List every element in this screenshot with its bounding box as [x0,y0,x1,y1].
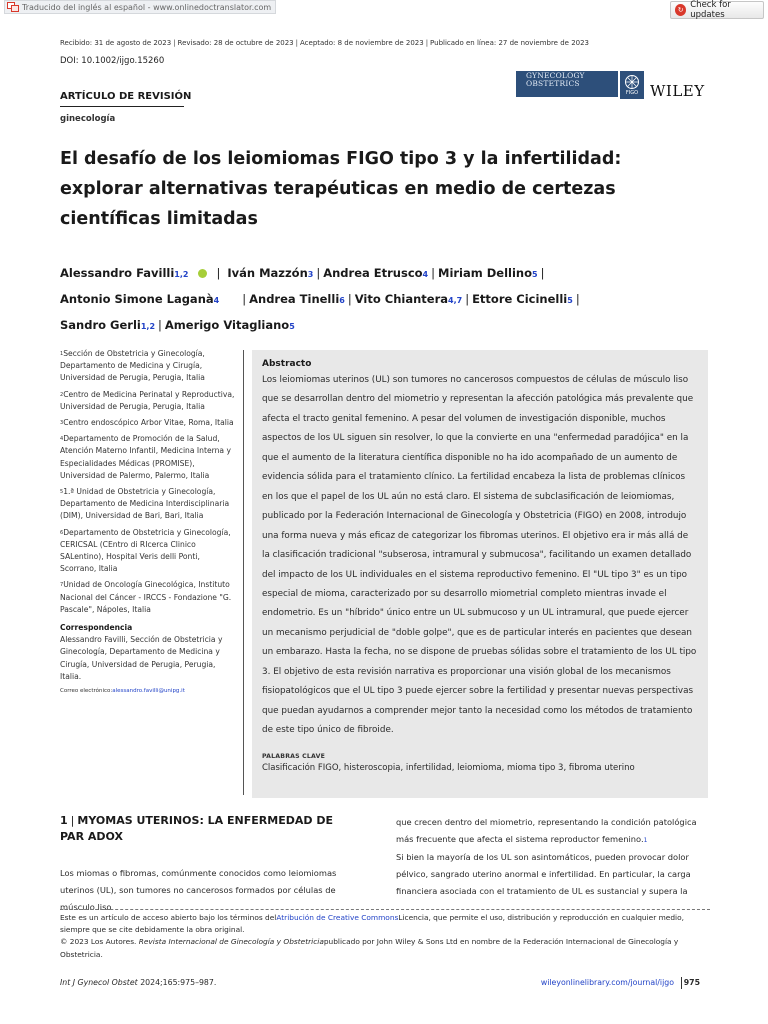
article-type-rule [60,106,184,107]
history-separator: | [295,39,298,47]
affiliation-number: 7 [60,582,64,589]
page-number: 975 [683,978,700,987]
section-heading [60,813,360,845]
author-name[interactable]: Alessandro Favilli [60,266,175,280]
author-name[interactable]: Sandro Gerli [60,318,141,332]
author-separator: | [158,318,162,332]
column-divider [243,350,244,795]
author-list [60,261,710,339]
author-separator: | [575,292,580,306]
license-footnote [60,912,710,961]
email-label: Correo electrónico: [60,688,113,695]
affiliation-item [60,417,238,429]
publisher-logo[interactable]: WILEY [650,82,705,100]
section-number: 1 [60,814,68,827]
author-affiliation: 6 [339,296,345,305]
keywords-list: Clasificación FIGO, histeroscopia, infertilidad, leiomioma, mioma tipo 3, fibroma uterino [262,762,635,773]
author-name[interactable]: Amerigo Vitagliano [164,318,290,332]
author-affiliation: 5 [532,270,538,279]
received-date: Recibido: 31 de agosto de 2023 [60,39,172,47]
check-for-updates-button[interactable] [670,1,764,19]
affiliation-number: 5 [60,489,64,496]
footer-separator [681,977,682,989]
publication-history [60,39,589,47]
subject-label: ginecología [60,114,116,124]
check-for-updates-label: Check for updates [690,0,731,20]
author-separator: | [216,266,221,280]
journal-logo-line1: GYNECOLOGY [526,71,585,80]
body-text-right [396,814,706,900]
affiliation-item [60,389,238,413]
correspondence-text: Alessandro Favilli, Sección de Obstetricia y Ginecología, Departamento de Medicina y Cirugía, Universidad de Perugia, Perugia, Italia. [60,635,223,681]
body-text-right-a: que crecen dentro del miometrio, representando la condición patológica más frecuente que afecta el sistema reproductor femenino. [396,817,697,844]
journal-abbrev: Int J Gynecol Obstet [60,978,138,987]
affiliation-number: 6 [60,529,64,536]
affiliation-text: 1.ª Unidad de Obstetricia y Ginecología, Departamento de Medicina Interdisciplinaria (DIM), Universidad de Bari, Bari, Italia [60,487,230,521]
affiliation-text: Unidad de Oncología Ginecológica, Instituto Nacional del Cáncer - IRCCS - Fondazione "G. Pascale", Nápoles, Italia [60,580,232,614]
affiliation-text: Centro endoscópico Arbor Vitae, Roma, Italia [63,418,234,428]
affiliation-text: Centro de Medicina Perinatal y Reproductiva, Universidad de Perugia, Perugia, Italia [60,389,235,411]
affiliation-number: 3 [60,420,64,427]
keywords-heading: PALABRAS CLAVE [262,752,326,760]
reference-link[interactable]: 1 [643,837,648,844]
top-toolbar [0,0,768,22]
license-link[interactable]: Atribución de Creative Commons [276,913,399,922]
translator-note: Traducido del inglés al español - www.onlinedoctranslator.com [22,2,272,12]
correspondence-email-line [60,685,238,697]
author-affiliation: 3 [307,270,314,279]
affiliations-column [60,348,238,697]
revised-date: Revisado: 28 de octubre de 2023 [177,39,294,47]
affiliation-number: 1 [60,351,64,357]
author-affiliation: 5 [567,296,573,305]
author-separator: | [242,292,247,306]
figo-label: FIGO [625,90,639,96]
author-separator: | [347,292,352,306]
body-text-right-b: Si bien la mayoría de los UL son asintomáticos, pueden provocar dolor pélvico, sangrado uterino anormal e infertilidad. En particular, la carga financiera asociada con el tratamiento de UL es sustancial y supera la [396,852,691,896]
accepted-date: Aceptado: 8 de noviembre de 2023 [300,39,424,47]
author-name[interactable]: Andrea Tinelli [249,292,340,306]
open-access-text-b: Licencia, que permite el uso, distribución y reproducción en cualquier medio, siempre que se cite debidamente la obra original. [60,913,684,935]
abstract-heading: Abstracto [262,359,312,369]
figo-emblem-icon [624,74,640,90]
author-separator: | [431,266,435,280]
orcid-icon[interactable] [198,269,207,278]
figo-logo[interactable] [620,71,644,99]
author-affiliation: 5 [289,322,295,331]
journal-logo[interactable] [516,71,618,97]
abstract-box [252,350,708,798]
section-separator: | [70,814,75,827]
copyright-journal: Revista Internacional de Ginecología y Obstetricia [138,937,324,947]
article-type: ARTÍCULO DE REVISIÓN [60,91,192,102]
history-separator: | [425,39,429,47]
affiliation-number: 4 [60,436,64,443]
article-title: El desafío de los leiomiomas FIGO tipo 3 y la infertilidad: explorar alternativas terapéuticas en medio de certezas científicas limitadas [60,149,622,229]
journal-url[interactable]: wileyonlinelibrary.com/journal/ijgo [540,978,674,987]
affiliation-item [60,527,238,576]
affiliation-item [60,486,238,523]
affiliation-text: Sección de Obstetricia y Ginecología, Departamento de Medicina y Cirugía, Universidad de Perugia, Perugia, Italia [60,349,205,383]
published-date: Publicado en línea: 27 de noviembre de 2023 [430,39,590,47]
author-affiliation: 1,2 [140,322,156,331]
citation-details: 2024;165:975–987. [140,978,217,987]
affiliation-text: Departamento de Obstetricia y Ginecología, CERICSAL (CEntro di RIcerca Clinico SALentino), Hospital Veris delli Ponti, Scorrano, Italia [60,527,231,574]
translate-icon [7,2,19,12]
author-affiliation: 4 [422,270,429,279]
footnote-divider [60,909,710,910]
abstract-body: Los leiomiomas uterinos (UL) son tumores no cancerosos compuestos de células de músculo liso que se desarrollan dentro del miometrio y representan la afección patológica más prevalente que afecta el tracto genital femenino. A pesar del volumen de investigación disponible, muchos aspectos de los UL siguen sin resolver, lo que la convierte en una "enfermedad paradójica" en la que el aumento de la literatura científica disponible no ha ido acompañado de un aumento de evidencia sólida para el tratamiento clínico. La fertilidad encabeza la lista de problemas clínicos en los que el papel de los UL aún no está claro. El sistema de subclasificación de leiomiomas, publicado por la Federación Internacional de Ginecología y Obstetricia (FIGO) en 2008, introdujo una forma nueva y más eficaz de categorizar los fibromas uterinos. El objetivo era ir más allá de la clasificación tradicional "subserosa, intramural y submucosa", facilitando un examen detallado del impacto de los UL individuales en el sistema reproductivo femenino. El "UL tipo 3" es un tipo especial de mioma, caracterizado por su desarrollo miometrial completo mientras invade el endometrio. Es un "híbrido" único entre un UL submucoso y un UL intramural, que puede ejercer un mecanismo perjudicial de "doble golpe", que es de particular interés en pacientes que desean un embarazo. Hasta la fecha, no se dispone de pruebas sólidas sobre el tratamiento de los UL tipo 3. El objetivo de esta revisión narrativa es proporcionar una visión global de los mecanismos fisiopatológicos que el UL tipo 3 puede ejercer sobre la fertilidad y presentar nuevas perspectivas que puedan ayudarnos a comprender mejor tanto la necesidad como los métodos de tratamiento de este tipo único de fibroide. [262,375,697,736]
copyright-text-b: publicado por John Wiley & Sons Ltd en nombre de la Federación Internacional de Ginecología y Obstetricia. [60,937,679,959]
history-separator: | [173,39,176,47]
affiliation-item [60,579,238,616]
body-text-left: Los miomas o fibromas, comúnmente conocidos como leiomiomas uterinos (UL), son tumores no cancerosos formados por células de músculo liso. [60,868,337,912]
author-name[interactable]: Miriam Dellino [438,266,533,280]
affiliation-text: Departamento de Promoción de la Salud, Atención Materno Infantil, Medicina Interna y Especialidades Médicas (PROMISE), Universidad de Palermo, Palermo, Italia [60,434,231,480]
journal-logo-line2: OBSTETRICS [526,79,580,88]
refresh-icon: ↻ [675,4,686,16]
affiliation-item [60,348,238,385]
author-separator: | [540,266,545,280]
translator-banner[interactable] [4,0,276,14]
author-affiliation: 1,2 [174,270,189,279]
correspondence-heading: Correspondencia [60,623,133,633]
copyright-text: © 2023 Los Autores. [60,937,137,947]
author-affiliation: 4 [213,296,220,305]
affiliation-item [60,433,238,482]
author-separator: | [465,292,470,306]
author-name[interactable]: Vito Chiantera [354,292,449,306]
author-name[interactable]: Andrea Etrusco [323,266,423,280]
affiliation-number: 2 [60,391,64,398]
page-footer [60,977,710,991]
author-affiliation: 4,7 [448,296,463,305]
author-name[interactable]: Iván Mazzón [227,266,308,280]
open-access-text: Este es un artículo de acceso abierto bajo los términos del [60,913,277,922]
author-name[interactable]: Antonio Simone Laganà [60,292,214,306]
section-title: MYOMAS UTERINOS: LA ENFERMEDAD DE PAR ADOX [60,814,333,843]
citation [60,978,216,987]
author-name[interactable]: Ettore Cicinelli [472,292,568,306]
email-link[interactable]: alessandro.favilli@unipg.it [112,688,185,695]
doi[interactable]: DOI: 10.1002/ijgo.15260 [60,56,165,66]
author-separator: | [316,266,321,280]
